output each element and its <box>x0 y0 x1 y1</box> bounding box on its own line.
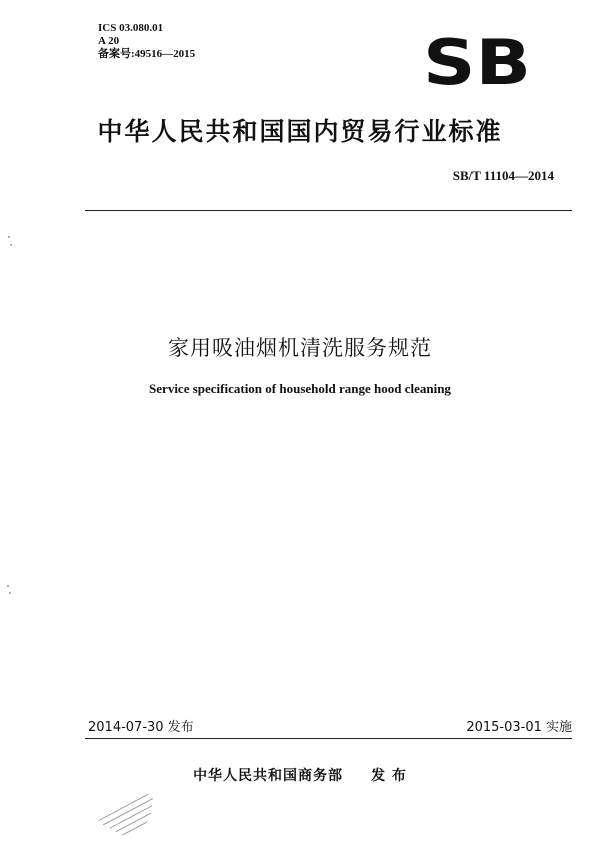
issuer-line <box>0 765 600 785</box>
scan-speck <box>7 585 9 587</box>
header-divider <box>85 210 572 211</box>
publish-date: 2014-07-30 发布 <box>88 720 194 735</box>
organization-title: 中华人民共和国国内贸易行业标准 <box>97 117 503 146</box>
footer-divider <box>85 738 572 739</box>
title-english: Service specification of household range hood cleaning <box>149 381 451 396</box>
issuer-name: 中华人民共和国商务部 <box>193 768 344 784</box>
standard-number: SB/T 11104—2014 <box>452 168 554 183</box>
class-code: A 20 <box>98 35 120 47</box>
scan-speck <box>10 244 12 246</box>
classification-block <box>98 22 195 61</box>
title-chinese: 家用吸油烟机清洗服务规范 <box>168 336 432 360</box>
library-stamp <box>93 784 163 844</box>
ics-code: ICS 03.080.01 <box>98 22 164 34</box>
sb-logo <box>422 32 532 88</box>
scan-speck <box>8 236 10 238</box>
issuer-action: 发 布 <box>371 768 407 784</box>
filing-number: 备案号:49516—2015 <box>98 48 196 60</box>
implement-date: 2015-03-01 实施 <box>466 720 572 735</box>
scan-speck <box>9 592 11 594</box>
sb-logo-text: SB <box>423 32 531 88</box>
